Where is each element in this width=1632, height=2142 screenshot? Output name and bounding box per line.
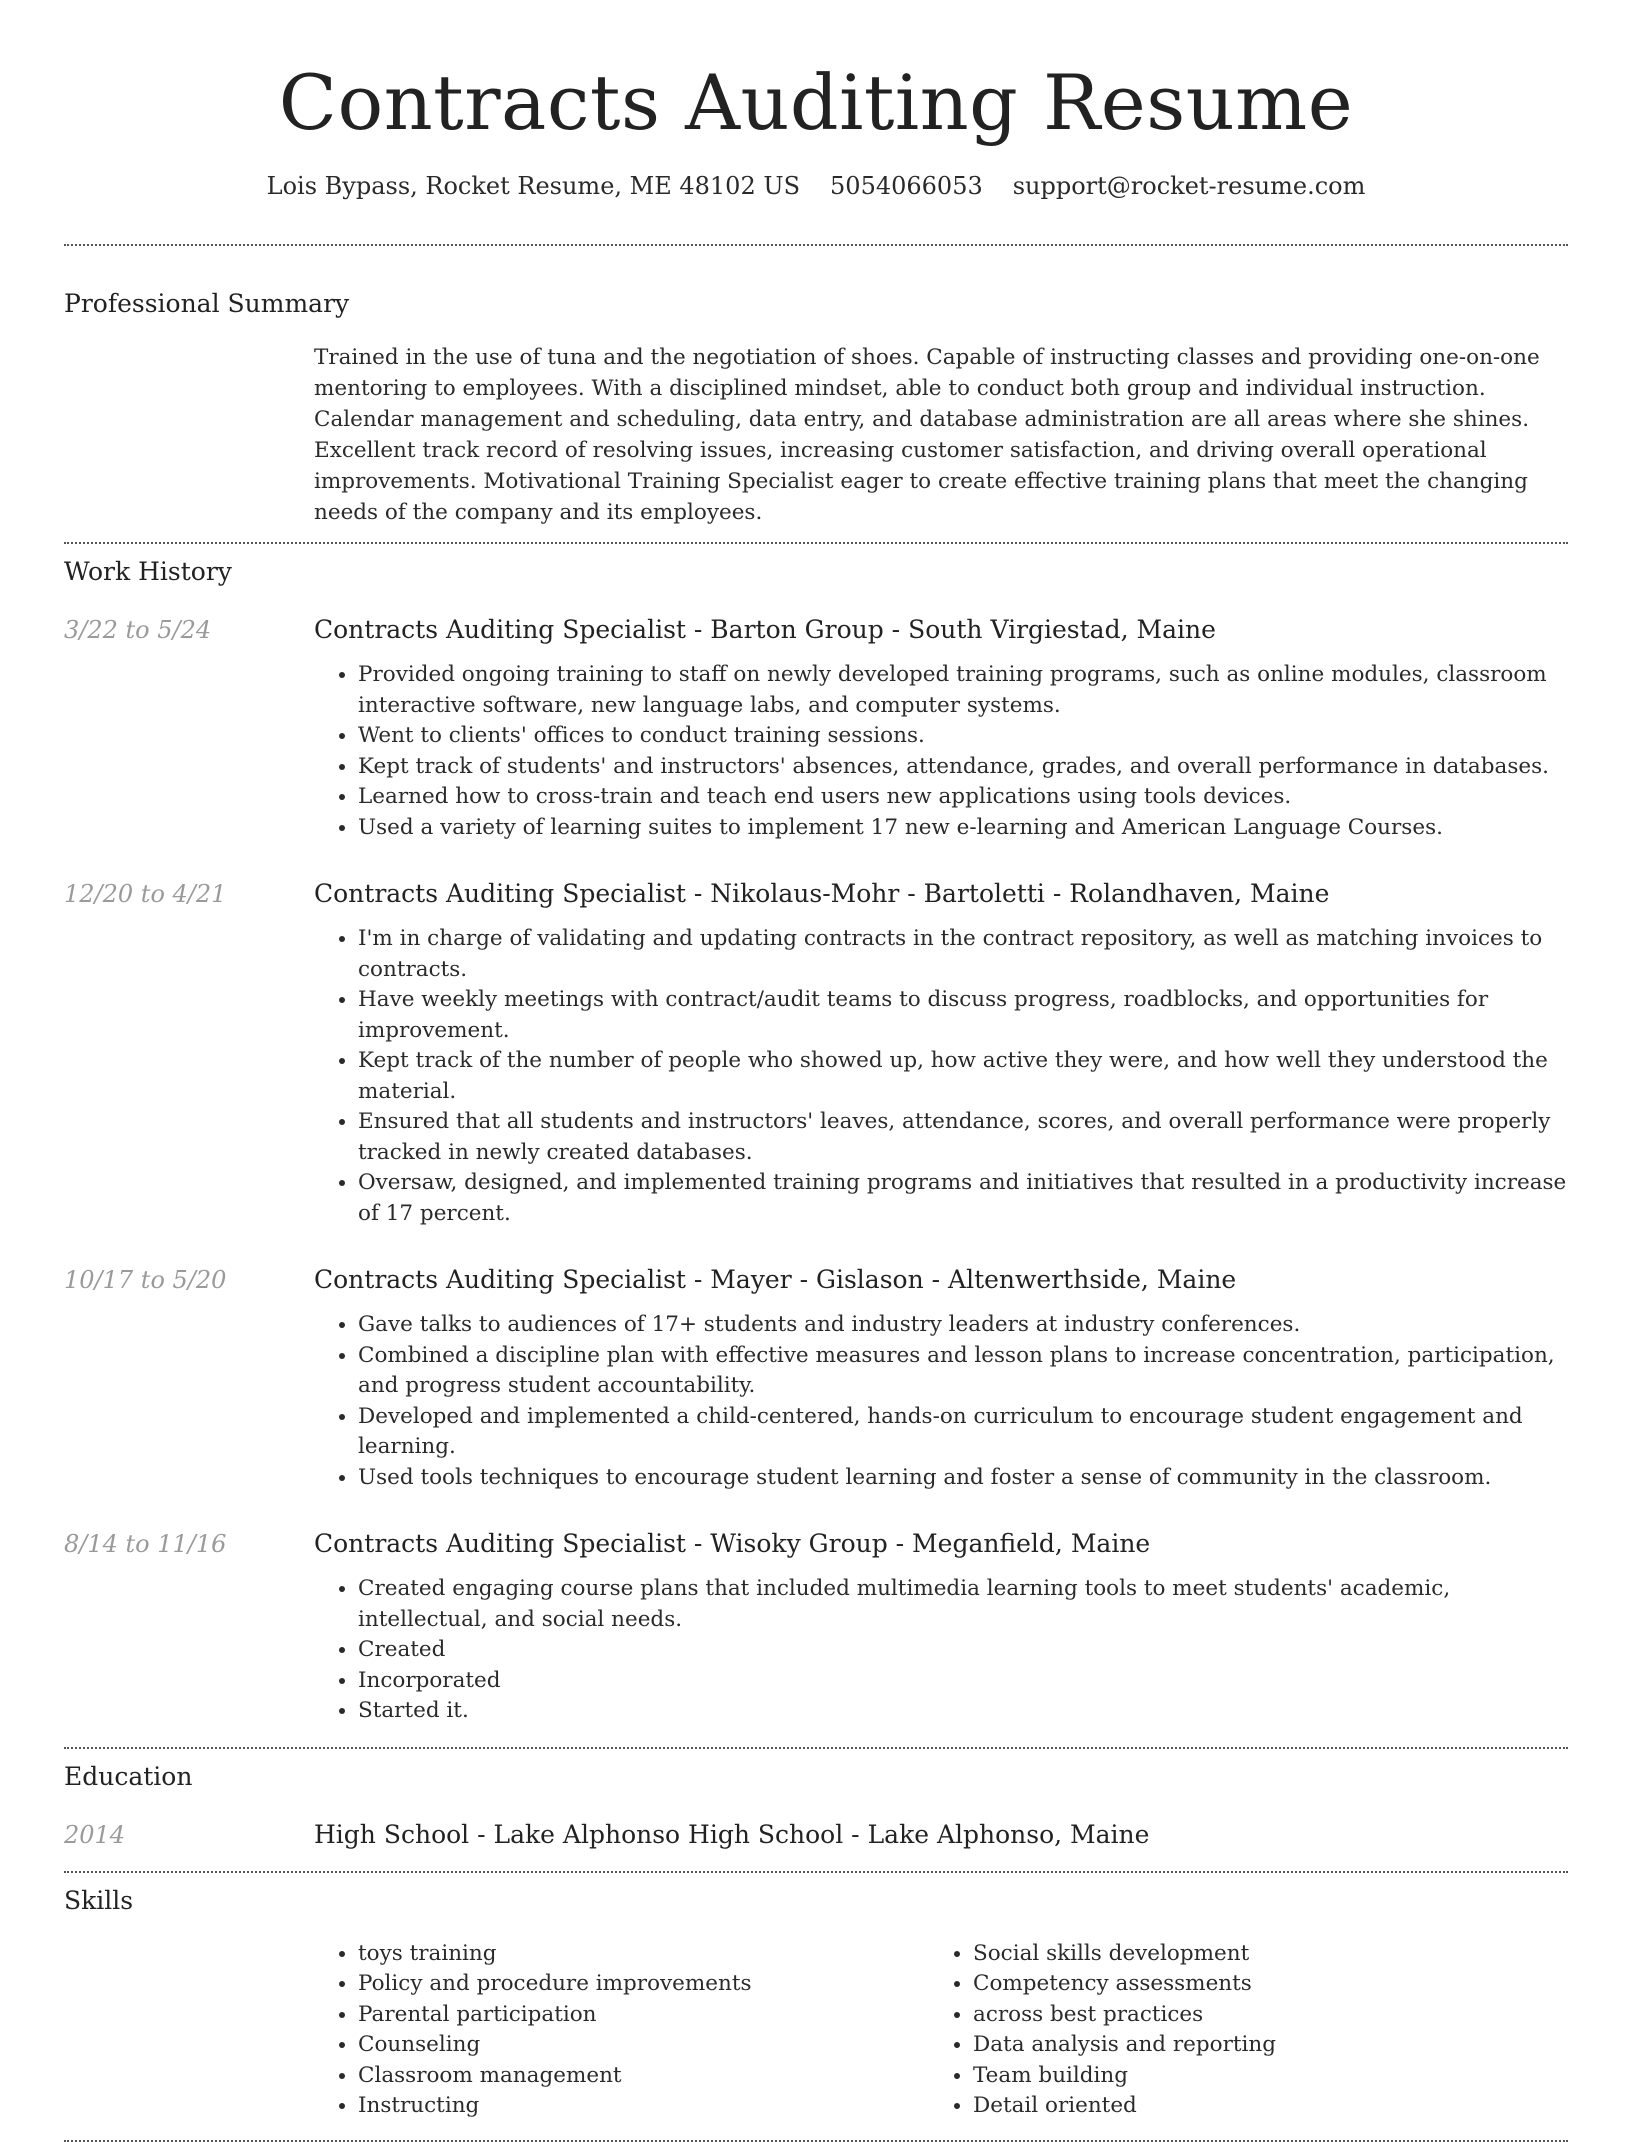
- job-bullet: • Kept track of the number of people who showed up, how active they were, and how well they understood the material.: [358, 1046, 1568, 1107]
- skill-item: • Data analysis and reporting: [973, 2030, 1544, 2061]
- skills-list-left: [314, 1939, 929, 2122]
- education-entry: [64, 1819, 1568, 1851]
- contact-email: support@rocket-resume.com: [1012, 172, 1366, 200]
- job-bullet: • Started it.: [358, 1696, 1568, 1727]
- section-divider: [64, 1747, 1568, 1749]
- skills-list-right: [929, 1939, 1544, 2122]
- job-dates: 10/17 to 5/20: [64, 1266, 227, 1294]
- job-bullets: [314, 660, 1568, 843]
- job-bullet: • I'm in charge of validating and updating contracts in the contract repository, as well as matching invoices to contracts.: [358, 924, 1568, 985]
- contact-address: Lois Bypass, Rocket Resume, ME 48102 US: [266, 172, 801, 200]
- job-bullet: • Went to clients' offices to conduct training sessions.: [358, 721, 1568, 752]
- skill-item: • Counseling: [358, 2030, 929, 2061]
- job-title: Contracts Auditing Specialist - Mayer - Gislason - Altenwerthside, Maine: [314, 1265, 1237, 1294]
- job-title: Contracts Auditing Specialist - Nikolaus-Mohr - Bartoletti - Rolandhaven, Maine: [314, 879, 1330, 908]
- job-title: Contracts Auditing Specialist - Barton Group - South Virgiestad, Maine: [314, 615, 1216, 644]
- job-bullet: • Learned how to cross-train and teach end users new applications using tools devices.: [358, 782, 1568, 813]
- job-bullet: • Used tools techniques to encourage student learning and foster a sense of community in the classroom.: [358, 1463, 1568, 1494]
- job-bullets: [314, 1574, 1568, 1727]
- section-divider: [64, 2140, 1568, 2142]
- contact-line: [64, 170, 1568, 202]
- resume-title: Contracts Auditing Resume: [278, 58, 1354, 147]
- job-bullet: • Combined a discipline plan with effective measures and lesson plans to increase concentration, participation, and progress student accountability.: [358, 1341, 1568, 1402]
- summary-text: Trained in the use of tuna and the negotiation of shoes. Capable of instructing classes and providing one-on-one mentoring to employees. With a disciplined mindset, able to conduct both group and individual instruction. Calendar management and scheduling, data entry, and database administration are all areas where she shines. Excellent track record of resolving issues, increasing customer satisfaction, and driving overall operational improvements. Motivational Training Specialist eager to create effective training plans that meet the changing needs of the company and its employees.: [314, 345, 1540, 525]
- skill-item: • across best practices: [973, 2000, 1544, 2031]
- resume-page: [64, 0, 1568, 2142]
- section-divider: [64, 542, 1568, 544]
- skill-item: • Instructing: [358, 2091, 929, 2122]
- skills-heading: Skills: [64, 1885, 134, 1915]
- job-dates: 12/20 to 4/21: [64, 880, 227, 908]
- job-dates: 3/22 to 5/24: [64, 616, 212, 644]
- education-title: High School - Lake Alphonso High School - Lake Alphonso, Maine: [314, 1819, 1150, 1849]
- job-entry: [64, 1528, 1568, 1727]
- skill-item: • Detail oriented: [973, 2091, 1544, 2122]
- job-bullet: • Ensured that all students and instructors' leaves, attendance, scores, and overall performance were properly tracked in newly created databases.: [358, 1107, 1568, 1168]
- work-history-heading: Work History: [64, 557, 232, 586]
- contact-phone: 5054066053: [830, 172, 983, 200]
- skill-item: • Parental participation: [358, 2000, 929, 2031]
- skills-row: [64, 1939, 1568, 2122]
- skills-grid: [314, 1939, 1568, 2122]
- education-heading: Education: [64, 1761, 193, 1791]
- skill-item: • Policy and procedure improvements: [358, 1969, 929, 2000]
- job-bullet: • Created engaging course plans that included multimedia learning tools to meet students' academic, intellectual, and social needs.: [358, 1574, 1568, 1635]
- summary-heading: Professional Summary: [64, 289, 350, 318]
- summary-row: [64, 342, 1568, 528]
- section-divider: [64, 244, 1568, 246]
- job-bullet: • Oversaw, designed, and implemented training programs and initiatives that resulted in a productivity increase of 17 percent.: [358, 1168, 1568, 1229]
- skill-item: • Competency assessments: [973, 1969, 1544, 2000]
- job-bullet: • Incorporated: [358, 1666, 1568, 1697]
- job-bullet: • Have weekly meetings with contract/audit teams to discuss progress, roadblocks, and opportunities for improvement.: [358, 985, 1568, 1046]
- job-entry: [64, 1264, 1568, 1493]
- job-bullets: [314, 924, 1568, 1229]
- job-bullet: • Developed and implemented a child-centered, hands-on curriculum to encourage student engagement and learning.: [358, 1402, 1568, 1463]
- job-dates: 8/14 to 11/16: [64, 1530, 227, 1558]
- skills-left-spacer: [64, 1939, 314, 2122]
- education-year: 2014: [64, 1820, 126, 1849]
- skill-item: • Classroom management: [358, 2061, 929, 2092]
- skill-item: • toys training: [358, 1939, 929, 1970]
- job-bullet: • Gave talks to audiences of 17+ students and industry leaders at industry conferences.: [358, 1310, 1568, 1341]
- section-divider: [64, 1871, 1568, 1873]
- job-bullets: [314, 1310, 1568, 1493]
- skill-item: • Social skills development: [973, 1939, 1544, 1970]
- job-entry: [64, 614, 1568, 843]
- summary-left-spacer: [64, 342, 314, 528]
- job-title: Contracts Auditing Specialist - Wisoky Group - Meganfield, Maine: [314, 1529, 1151, 1558]
- job-bullet: • Kept track of students' and instructors' absences, attendance, grades, and overall performance in databases.: [358, 752, 1568, 783]
- job-bullet: • Provided ongoing training to staff on newly developed training programs, such as online modules, classroom interactive software, new language labs, and computer systems.: [358, 660, 1568, 721]
- skill-item: • Team building: [973, 2061, 1544, 2092]
- job-entry: [64, 878, 1568, 1229]
- job-bullet: • Used a variety of learning suites to implement 17 new e-learning and American Language Courses.: [358, 813, 1568, 844]
- job-bullet: • Created: [358, 1635, 1568, 1666]
